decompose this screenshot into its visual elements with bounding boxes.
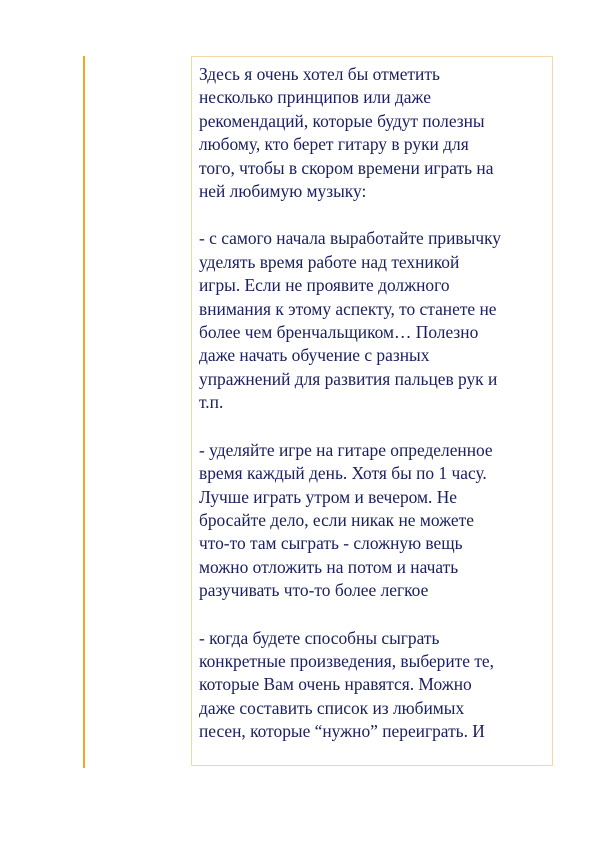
paragraph-technique: - с самого начала выработайте привычку уделять время работе над техникой игры. Если не проявите должного внимания к этому аспекту, то станете не более чем бренчальщиком… Полезно даже начать обучение с разных упражнений для развития пальцев рук и т.п. bbox=[199, 228, 501, 413]
paragraph-favorite-songs: - когда будете способны сыграть конкретные произведения, выберите те, которые Вам очень нравятся. Можно даже составить список из любимых песен, которые “нужно” переиграть. И bbox=[199, 627, 495, 742]
paragraph-intro: Здесь я очень хотел бы отметить несколько принципов или даже рекомендаций, которые будут полезны любому, кто берет гитару в руки для того, чтобы в скором времени играть на ней любимую музыку: bbox=[199, 64, 494, 202]
paragraph-daily-practice: - уделяйте игре на гитаре определенное время каждый день. Хотя бы по 1 часу. Лучше играть утром и вечером. Не бросайте дело, если никак не можете что-то там сыграть - сложную вещь можно отложить на потом и начать разучивать что-то более легкое bbox=[199, 439, 493, 601]
margin-rule bbox=[83, 56, 85, 768]
text-frame bbox=[191, 56, 553, 766]
